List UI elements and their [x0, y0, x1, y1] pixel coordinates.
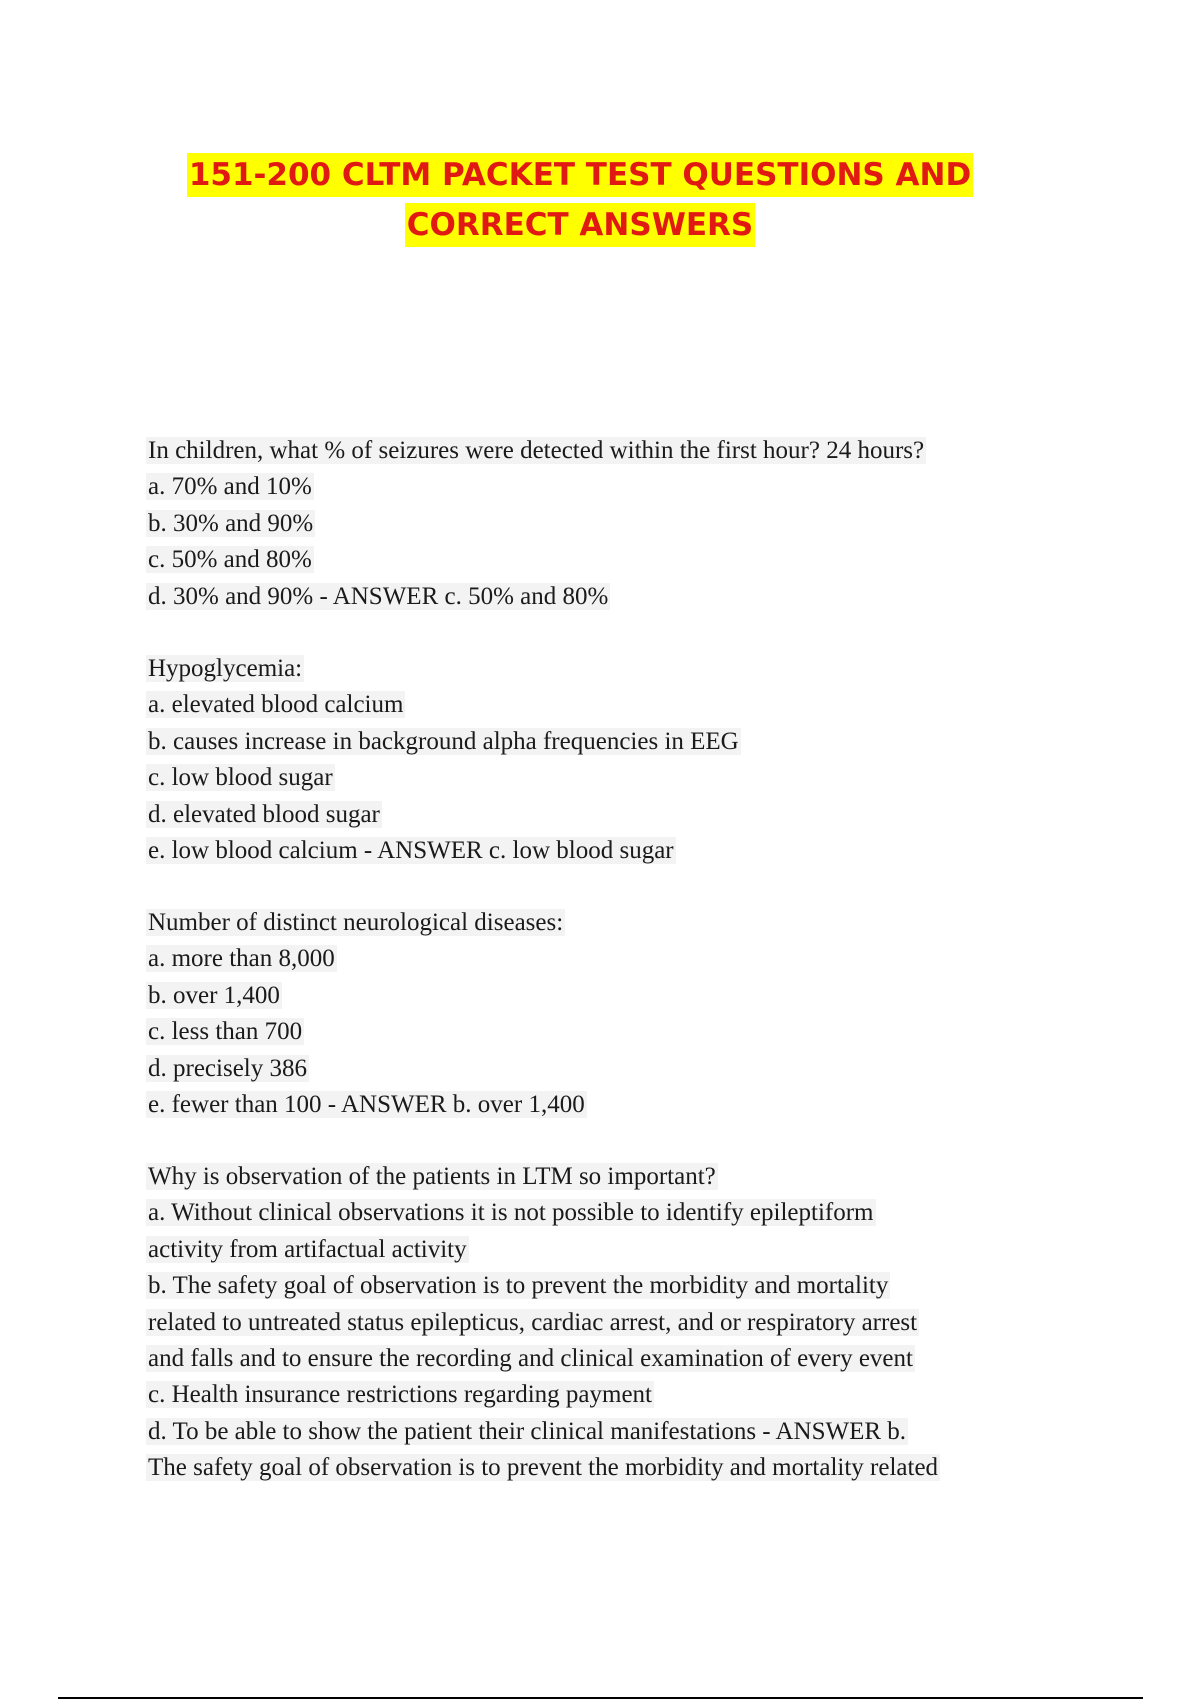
title-line-1 [0, 150, 1160, 200]
question-2-answer-line: e. low blood calcium - ANSWER c. low blood sugar [148, 837, 674, 865]
question-2-line: b. causes increase in background alpha frequencies in EEG [148, 727, 739, 755]
question-2-line: d. elevated blood sugar [148, 800, 380, 828]
question-4-line: c. Health insurance restrictions regarding payment [148, 1381, 652, 1409]
question-1 [146, 433, 1046, 615]
question-1-line: In children, what % of seizures were detected within the first hour? 24 hours? [148, 437, 925, 464]
question-4-line: b. The safety goal of observation is to prevent the morbidity and mortality [148, 1272, 889, 1300]
title-line-1-text: 151-200 CLTM PACKET TEST QUESTIONS AND [187, 153, 973, 197]
question-2-line: c. low blood sugar [148, 764, 333, 792]
question-3-line: b. over 1,400 [148, 981, 280, 1009]
document-title [0, 150, 1160, 250]
question-3-line: d. precisely 386 [148, 1054, 307, 1082]
question-3-answer-line: e. fewer than 100 - ANSWER b. over 1,400 [148, 1091, 585, 1119]
question-4-line: and falls and to ensure the recording and clinical examination of every event [148, 1345, 913, 1373]
question-4-line: Why is observation of the patients in LTM so important? [148, 1163, 716, 1190]
question-1-line: c. 50% and 80% [148, 546, 312, 574]
question-1-line: b. 30% and 90% [148, 509, 314, 537]
footer-divider [58, 1697, 1143, 1699]
question-2-line: Hypoglycemia: [148, 655, 303, 682]
question-4 [146, 1159, 1046, 1487]
question-3-line: a. more than 8,000 [148, 945, 335, 973]
question-3-line: Number of distinct neurological diseases: [148, 909, 564, 936]
question-2-line: a. elevated blood calcium [148, 691, 404, 719]
question-4-line: related to untreated status epilepticus, cardiac arrest, and or respiratory arrest [148, 1308, 918, 1336]
question-4-line: a. Without clinical observations it is not possible to identify epileptiform [148, 1199, 874, 1227]
question-2 [146, 651, 1046, 869]
question-4-line: activity from artifactual activity [148, 1235, 467, 1263]
question-3-line: c. less than 700 [148, 1018, 303, 1046]
question-3 [146, 905, 1046, 1123]
title-line-2-text: CORRECT ANSWERS [405, 203, 756, 247]
question-4-answer-line: d. To be able to show the patient their clinical manifestations - ANSWER b. [148, 1417, 907, 1445]
title-line-2 [0, 200, 1160, 250]
question-4-answer-line: The safety goal of observation is to prevent the morbidity and mortality related [148, 1454, 939, 1482]
question-1-line: a. 70% and 10% [148, 473, 312, 501]
question-1-answer-line: d. 30% and 90% - ANSWER c. 50% and 80% [148, 582, 609, 610]
